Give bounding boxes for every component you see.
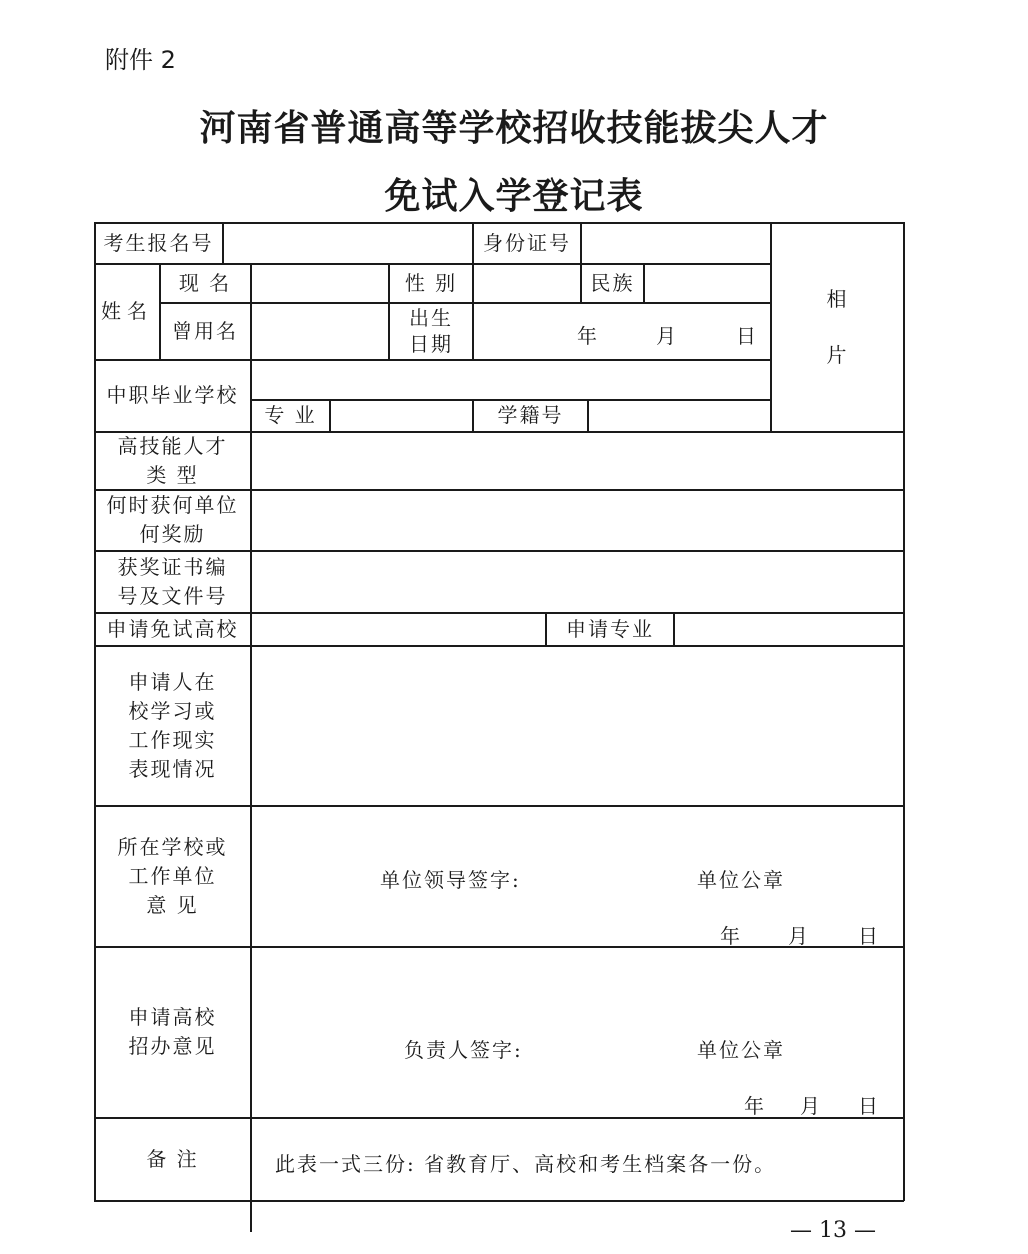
former-name-field[interactable] [252, 303, 388, 359]
school-opinion-date-month: 月 [788, 924, 810, 948]
student-id-label: 学籍号 [497, 403, 564, 427]
certificate-number-label: 获奖证书编 号及文件号 [117, 554, 228, 608]
apply-major-label: 申请专业 [566, 616, 654, 641]
leader-signature-label: 单位领导签字: [380, 868, 521, 892]
talent-type-field[interactable] [252, 432, 903, 489]
table-border-right [903, 222, 905, 1201]
university-seal-label: 单位公章 [697, 1038, 785, 1062]
university-opinion-date-day: 日 [858, 1094, 880, 1118]
certificate-number-field[interactable] [252, 551, 903, 612]
current-name-field[interactable] [252, 264, 388, 302]
id-card-number-field[interactable] [582, 223, 770, 263]
attachment-label: 附件 2 [105, 46, 176, 74]
remarks-label: 备 注 [146, 1146, 199, 1171]
birth-date-month: 月 [656, 324, 678, 348]
major-field[interactable] [331, 400, 472, 431]
school-opinion-label: 所在学校或 工作单位 意 见 [117, 834, 228, 917]
school-opinion-date-day: 日 [858, 924, 880, 948]
major-label: 专 业 [264, 403, 317, 427]
name-label: 姓名 [101, 299, 153, 323]
id-card-number-label: 身份证号 [483, 230, 571, 255]
gender-label: 性 别 [404, 270, 458, 295]
gender-field[interactable] [474, 264, 580, 302]
university-opinion-date-month: 月 [800, 1094, 822, 1118]
photo-box[interactable]: 相 片 [826, 287, 849, 367]
current-name-label: 现 名 [178, 270, 232, 295]
award-field[interactable] [252, 490, 903, 550]
school-opinion-date-year: 年 [720, 924, 742, 948]
birth-date-label: 出生 日期 [409, 306, 453, 356]
apply-major-field[interactable] [675, 613, 903, 645]
former-name-label: 曾用名 [172, 318, 238, 343]
unit-seal-label: 单位公章 [697, 868, 785, 892]
ethnicity-field[interactable] [645, 264, 770, 302]
remarks-text: 此表一式三份: 省教育厅、高校和考生档案各一份。 [275, 1152, 777, 1176]
performance-field[interactable] [252, 646, 903, 805]
university-opinion-label: 申请高校 招办意见 [128, 1005, 217, 1058]
birth-date-day: 日 [736, 324, 758, 348]
award-label: 何时获何单位 何奖励 [106, 493, 239, 546]
university-opinion-date-year: 年 [744, 1094, 766, 1118]
vocational-school-field[interactable] [252, 360, 770, 399]
vocational-school-label: 中职毕业学校 [106, 383, 239, 407]
birth-date-year: 年 [577, 324, 599, 348]
performance-label: 申请人在 校学习或 工作现实 表现情况 [128, 669, 217, 781]
principal-signature-label: 负责人签字: [404, 1038, 523, 1062]
exam-registration-number-field[interactable] [224, 223, 472, 263]
table-border-bottom [94, 1200, 904, 1202]
form-title-line-1: 河南省普通高等学校招收技能拔尖人才 [199, 108, 829, 149]
apply-school-field[interactable] [252, 613, 545, 645]
form-title-line-2: 免试入学登记表 [384, 176, 644, 217]
exam-registration-number-label: 考生报名号 [103, 230, 214, 255]
talent-type-label: 高技能人才 类 型 [117, 433, 228, 487]
apply-school-label: 申请免试高校 [106, 616, 239, 641]
page-number: — 13 — [790, 1218, 876, 1243]
ethnicity-label: 民族 [590, 270, 635, 295]
student-id-field[interactable] [589, 400, 770, 431]
